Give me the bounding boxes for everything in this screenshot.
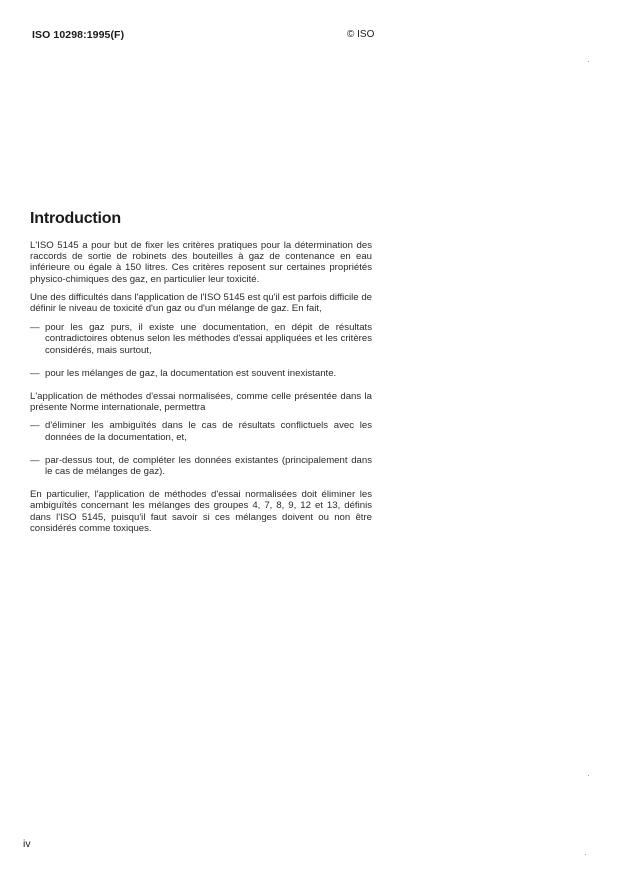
scan-speck (585, 854, 586, 855)
bullet-list (30, 420, 372, 477)
scan-speck (588, 775, 589, 776)
list-item (30, 368, 372, 379)
page-number: iv (23, 838, 31, 850)
list-item-text: pour les mélanges de gaz, la documentation est souvent inexistante. (45, 367, 337, 379)
section-title: Introduction (30, 210, 121, 227)
dash-marker: — (30, 454, 40, 466)
list-item (30, 420, 372, 442)
dash-marker: — (30, 367, 40, 379)
list-item-text: par-dessus tout, de compléter les données existantes (principalement dans le cas de mélanges de gaz). (45, 454, 372, 478)
paragraph: L'application de méthodes d'essai normalisées, comme celle présentée dans la présente Norme internationale, permettra (30, 391, 372, 414)
bullet-list (30, 322, 372, 379)
paragraph: En particulier, l'application de méthodes d'essai normalisées doit éliminer les ambiguïtés concernant les mélanges des groupes 4, 7, 8, 9, 12 et 13, définis dans l'ISO 5145, puisqu'il faut savoir si ces mélanges doivent ou non être considérés comme toxiques. (30, 489, 372, 534)
dash-marker: — (30, 322, 40, 334)
list-item (30, 322, 372, 356)
paragraph: L'ISO 5145 a pour but de fixer les critères pratiques pour la détermination des raccords de sortie de robinets des bouteilles à gaz de contenance en eau inférieure ou égale à 150 litres. Ces critères reposent sur certaines propriétés physico-chimiques des gaz, en particulier leur toxicité. (30, 240, 372, 285)
list-item-text: d'éliminer les ambiguïtés dans le cas de résultats conflictuels avec les données de la documentation, et, (45, 420, 372, 443)
copyright-notice: © ISO (347, 29, 375, 40)
scan-speck (588, 61, 589, 62)
list-item (30, 455, 372, 477)
paragraph: Une des difficultés dans l'application de l'ISO 5145 est qu'il est parfois difficile de définir le niveau de toxicité d'un gaz ou d'un mélange de gaz. En fait, (30, 291, 372, 315)
standard-number: ISO 10298:1995(F) (32, 29, 125, 41)
introduction-body (30, 240, 372, 541)
dash-marker: — (30, 420, 40, 432)
list-item-text: pour les gaz purs, il existe une documentation, en dépit de résultats contradictoires obtenus selon les méthodes d'essai appliquées et les critères considérés, mais surtout, (45, 322, 372, 356)
